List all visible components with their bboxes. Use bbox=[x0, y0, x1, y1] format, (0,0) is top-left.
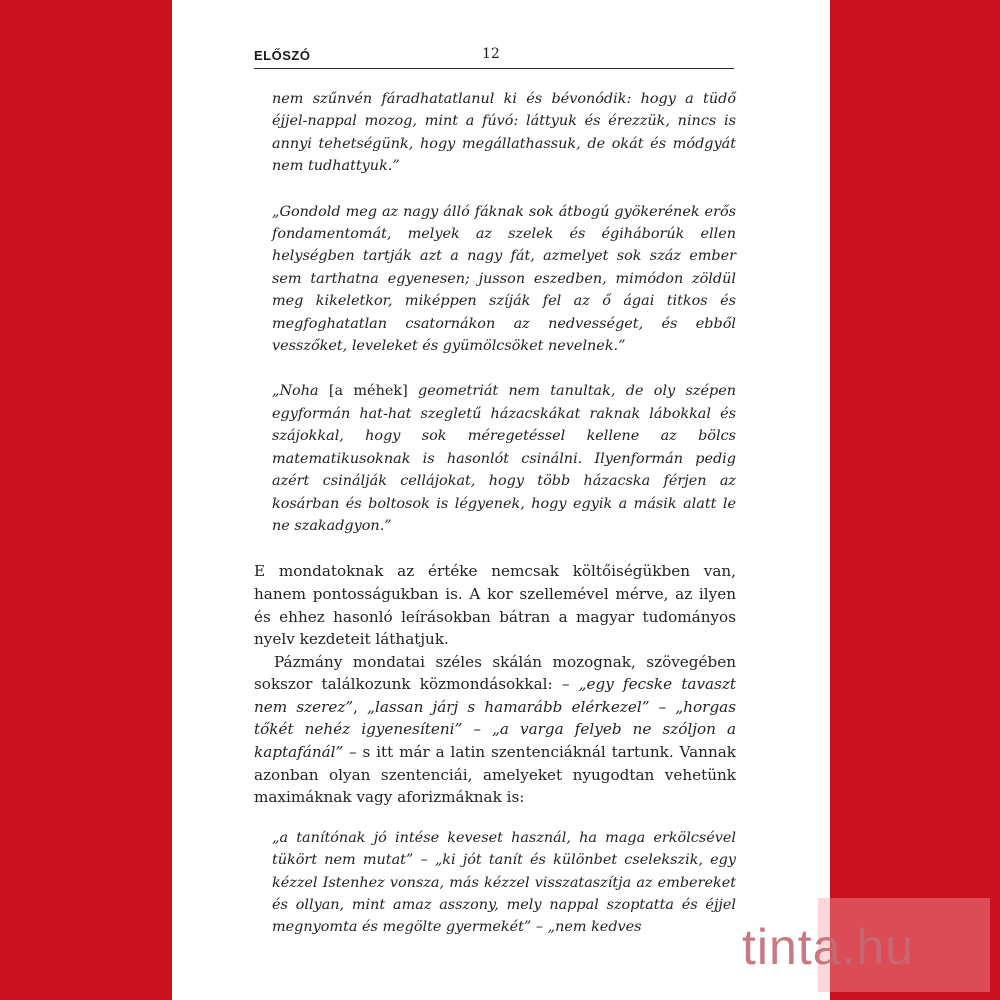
proverb-1: „egy fecske tavaszt nem szerez” bbox=[254, 675, 737, 716]
quote-bees-part1: „Noha bbox=[272, 383, 329, 400]
para2-text-1: Pázmány mondatai széles skálán mozognak, szövegében sokszor találkozunk közmondásokkal: – bbox=[254, 652, 736, 694]
para2-text-5: – s itt már a latin szentenciáknál tartunk. Vannak azonban olyan szentenciái, amelyeket nyugodtan vehetünk maximáknak vagy aforizmáknak is: bbox=[254, 743, 736, 807]
quote-lungs: nem szűnvén fáradhatatlanul ki és bévonódik: hogy a tüdő éjjel-nappal mozog, mint a fúvó: láttyuk és érezzük, nincs is annyi tehetségünk, hogy megállathassuk, de okát és módgyát nem tudhattyuk.” bbox=[272, 91, 736, 175]
quote-bees-part3: geometriát nem tanultak, de oly szépen egyformán hat-hat szegletű házacskákat raknak lábokkal és szájokkal, hogy sok méregetéssel kellene az bölcs matematikusoknak is hasonlót csinálni. Ilyenformán pedig azért csinálják cellájokat, hogy több házacska férjen az kosárban és boltosok is légyenek, hogy egyik a másik alatt le ne szakadgyon.” bbox=[272, 383, 736, 534]
proverb-2: „lassan járj s hamarább elérkezel” bbox=[367, 697, 650, 716]
book-page bbox=[172, 0, 830, 1000]
page-number: 12 bbox=[482, 46, 500, 62]
quote-maxims: „a tanítónak jó intése keveset használ, ha maga erkölcsével tükört nem mutat” – „ki jót tanít és különbet cselekszik, egy kézzel Istenhez vonsza, más kézzel visszataszítja az embereket és ollyan, mint amaz asszony, mely nappal szoptatta és éjjel megnyomta és megölte gyermekét” – „nem kedves bbox=[272, 829, 736, 936]
quote-bees bbox=[272, 380, 736, 537]
section-title: ELŐSZÓ bbox=[254, 48, 311, 63]
proverb-3: „horgas tőkét nehéz igyenesíteni” bbox=[254, 697, 737, 739]
body-paragraph-1: E mondatoknak az értéke nemcsak költőiségükben van, hanem pontosságukban is. A kor szellemével mérve, az ilyen és ehhez hasonló leírásokban bátran a magyar tudományos nyelv kezdeteit láthatjuk. bbox=[254, 562, 736, 649]
running-head bbox=[254, 46, 734, 69]
quote-bees-insertion: [a méhek] bbox=[328, 383, 408, 400]
quote-trees: „Gondold meg az nagy álló fáknak sok átbogú gyökerének erős fondamentomát, melyek az szelek és égiháborúk ellen helységben tartják azt a nagy fát, azmelyet sok száz ember sem tarthatna egyenesen; jusson eszedben, mimódon zöldül meg kikeletkor, miképpen szíják fel az ő ágai titkos és megfoghatatlan csatornákon az nedvességet, és ebből vesszőket, leveleket és gyümölcsöket nevelnek.” bbox=[272, 203, 736, 355]
proverb-4: „a varga felyeb ne szóljon a kaptafánál” bbox=[254, 720, 737, 762]
watermark-logo: tinta.hu bbox=[742, 919, 915, 975]
para2-text-3: – bbox=[649, 697, 676, 716]
body-paragraph-2 bbox=[254, 651, 736, 809]
page-text bbox=[254, 88, 736, 962]
para2-text-2: , bbox=[353, 697, 368, 716]
para2-text-4: – bbox=[462, 720, 493, 739]
